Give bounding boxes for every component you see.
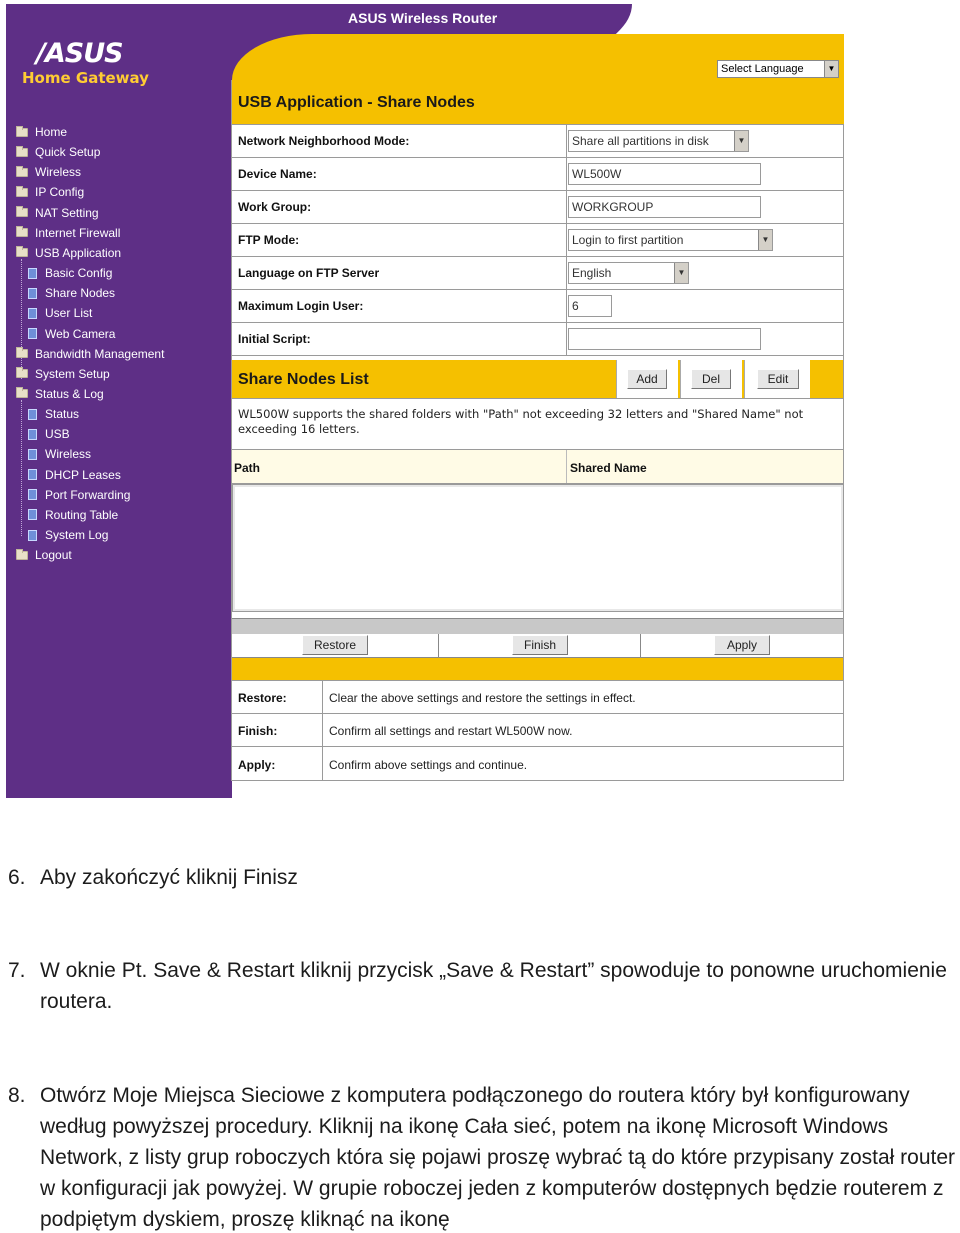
sidebar-item-label: USB [45,427,70,442]
initial-script-label: Initial Script: [238,332,311,346]
sidebar-item-label: USB Application [35,245,122,260]
page-icon [28,429,37,440]
sidebar-item[interactable] [16,142,100,162]
asus-logo[interactable]: /ASUS [36,38,123,69]
help-restore-label: Restore: [238,691,287,705]
sidebar-item-label: Wireless [35,165,82,180]
sidebar-item-label: System Setup [35,366,110,381]
page-icon [28,489,37,500]
ftp-language-select[interactable] [568,262,689,284]
instruction-8 [8,1080,958,1233]
share-list-header [232,450,844,484]
sidebar-item-label: Basic Config [45,266,113,281]
neighborhood-value: Share all partitions in disk [572,134,709,148]
finish-button[interactable]: Finish [512,635,568,655]
neighborhood-label: Network Neighborhood Mode: [238,134,410,148]
ftp-mode-label: FTP Mode: [238,233,300,247]
sidebar-item-label: NAT Setting [35,205,99,220]
row-work-group [232,190,844,223]
sidebar-item[interactable] [28,485,130,505]
share-nodes-title: Share Nodes List [238,371,369,388]
ftp-language-label: Language on FTP Server [238,266,380,280]
folder-icon [16,551,28,560]
row-ftp-mode [232,223,844,256]
folder-icon [16,128,28,137]
language-select[interactable] [717,60,839,78]
sidebar-item[interactable] [28,505,118,525]
page-icon [28,268,37,279]
chevron-down-icon: ▼ [758,230,772,250]
row-device-name [232,157,844,190]
page-icon [28,308,37,319]
restore-button[interactable]: Restore [302,635,368,655]
page-icon [28,288,37,299]
sidebar-item-label: Status & Log [35,386,104,401]
sidebar-item-label: Internet Firewall [35,225,121,240]
chevron-down-icon: ▼ [674,263,688,283]
device-name-label: Device Name: [238,167,317,181]
sidebar-item-label: Logout [35,548,72,563]
action-bar [232,634,844,658]
work-group-label: Work Group: [238,200,312,214]
folder-open-icon [16,389,28,398]
sidebar-item[interactable] [28,263,112,283]
router-screenshot [6,4,844,798]
help-apply-desc: Confirm above settings and continue. [329,758,528,772]
sidebar-item[interactable] [16,384,104,404]
sidebar-item[interactable] [28,324,115,344]
apply-button[interactable]: Apply [714,635,770,655]
sidebar-item[interactable] [16,122,67,142]
page-icon [28,469,37,480]
home-gateway-label: Home Gateway [22,69,149,87]
sidebar-item[interactable] [16,243,121,263]
sidebar-item-label: Home [35,125,68,139]
sidebar-item-label: DHCP Leases [45,467,121,482]
folder-icon [16,148,28,157]
initial-script-input[interactable] [568,328,761,350]
sidebar-item-label: Port Forwarding [45,487,131,502]
language-select-value: Select Language [721,63,804,75]
sidebar-item-label: User List [45,306,93,321]
chevron-down-icon: ▼ [734,131,748,151]
sidebar-item[interactable] [28,525,108,545]
work-group-input[interactable]: WORKGROUP [568,196,761,218]
instruction-text: Aby zakończyć kliknij Finisz [40,866,298,889]
share-nodes-band [232,360,844,398]
instruction-text: W oknie Pt. Save & Restart kliknij przycisk „Save & Restart” spowoduje to ponowne uruchomienie routera. [40,959,947,1013]
sidebar-item-label: Bandwidth Management [35,346,165,361]
page-icon [28,409,37,420]
share-note-row [232,398,844,450]
help-finish-row [232,713,844,746]
ftp-mode-value: Login to first partition [572,233,684,247]
sidebar-item[interactable] [28,404,79,424]
sidebar [6,4,232,798]
device-name-input[interactable]: WL500W [568,163,761,185]
max-login-input[interactable]: 6 [568,295,612,317]
page-icon [28,509,37,520]
row-ftp-language [232,256,844,289]
sidebar-item-label: Web Camera [45,326,116,341]
ftp-mode-select[interactable] [568,229,773,251]
sidebar-item-label: Routing Table [45,507,119,522]
help-restore-row [232,680,844,713]
app-title: ASUS Wireless Router [348,10,498,26]
sidebar-item[interactable] [28,303,92,323]
sidebar-item[interactable] [28,444,91,464]
folder-icon [16,208,28,217]
col-path: Path [234,461,261,475]
share-list-box[interactable] [232,484,844,612]
sidebar-item-label: Quick Setup [35,145,101,160]
instruction-text: Otwórz Moje Miejsca Sieciowe z komputera podłączonego do routera który był konfigurowany według powyższej procedury. Kliknij na ikonę Cała sieć, potem na ikonę Microsoft Windows Network, z listy grup roboczych która się pojawi proszę wybrać tą do które przypisany został router w konfiguracji jak powyżej. W grupie roboczej jeden z komputerów dostępnych będzie routerem z podpiętym dyskiem, proszę kliknąć na ikonę [40,1084,956,1231]
instruction-number: 8. [8,1084,26,1107]
row-neighborhood-mode [232,124,844,157]
help-finish-label: Finish: [238,724,278,738]
folder-icon [16,228,28,237]
folder-icon [16,168,28,177]
neighborhood-select[interactable] [568,130,749,152]
folder-icon [16,369,28,378]
help-finish-desc: Confirm all settings and restart WL500W now. [329,724,573,738]
sidebar-item-label: Status [45,407,80,422]
del-button[interactable]: Del [691,369,731,389]
help-apply-label: Apply: [238,758,276,772]
add-button[interactable]: Add [627,369,667,389]
instruction-7 [8,955,958,1017]
page-icon [28,328,37,339]
help-restore-desc: Clear the above settings and restore the settings in effect. [329,691,636,705]
instruction-number: 6. [8,866,26,889]
sidebar-item[interactable] [16,223,120,243]
ftp-language-value: English [572,266,612,280]
folder-open-icon [16,248,28,257]
page-icon [28,449,37,460]
sidebar-item[interactable] [16,545,72,565]
sidebar-item[interactable] [16,182,84,202]
sidebar-item[interactable] [28,424,70,444]
sidebar-item[interactable] [28,465,121,485]
instruction-number: 7. [8,959,26,982]
sidebar-item[interactable] [28,283,115,303]
instruction-6 [8,862,958,893]
sidebar-item-label: Wireless [45,447,92,462]
share-note: WL500W supports the shared folders with "Path" not exceeding 32 letters and "Shared Name" not exceeding 16 letters. [238,407,804,436]
folder-icon [16,349,28,358]
sidebar-item[interactable] [16,203,99,223]
col-shared-name: Shared Name [570,461,647,475]
sidebar-item-label: IP Config [35,185,85,200]
edit-button[interactable]: Edit [757,369,799,389]
sidebar-item[interactable] [16,364,110,384]
sidebar-item-label: Share Nodes [45,286,116,301]
row-max-login [232,289,844,322]
sidebar-item[interactable] [16,162,81,182]
row-initial-script [232,322,844,356]
folder-icon [16,188,28,197]
sidebar-item[interactable] [16,344,164,364]
page-title: USB Application - Share Nodes [238,94,475,111]
max-login-label: Maximum Login User: [238,299,364,313]
help-apply-row [232,746,844,781]
page-icon [28,530,37,541]
chevron-down-icon: ▼ [824,61,838,77]
page-title-band [232,80,844,124]
sidebar-item-label: System Log [45,528,109,542]
